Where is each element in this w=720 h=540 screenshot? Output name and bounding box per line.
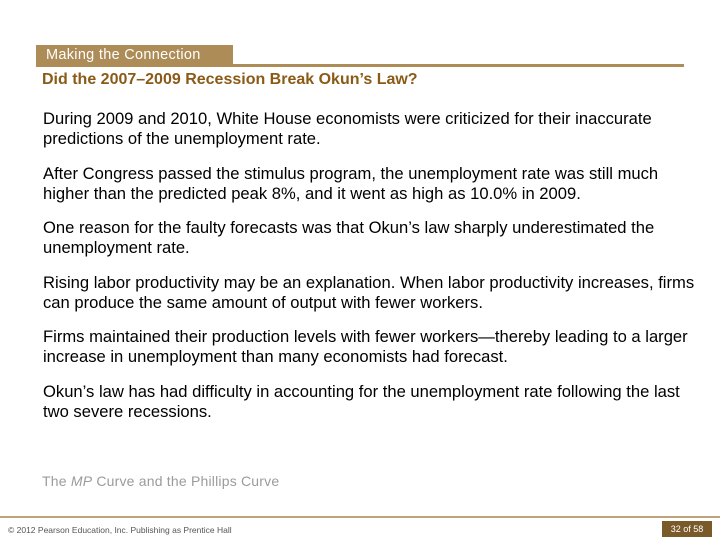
chapter-title-italic: MP — [70, 473, 93, 489]
page-number-badge: 32 of 58 — [662, 521, 712, 537]
chapter-title — [42, 472, 279, 490]
section-tag — [36, 45, 233, 65]
paragraph: After Congress passed the stimulus program, the unemployment rate was still much higher than the predicted peak 8%, and it went as high as 10.0% in 2009. — [43, 163, 659, 203]
slide-body — [43, 109, 703, 437]
paragraph: During 2009 and 2010, White House economists were criticized for their inaccurate predictions of the unemployment rate. — [43, 109, 652, 148]
footer-divider — [0, 516, 720, 518]
section-tag-label: Making the Connection — [46, 47, 201, 63]
chapter-title-prefix: The — [42, 473, 71, 489]
paragraph: Rising labor productivity may be an explanation. When labor productivity increases, firms can produce the same amount of output with fewer workers. — [43, 272, 695, 312]
paragraph: One reason for the faulty forecasts was that Okun’s law sharply underestimated the unemployment rate. — [43, 218, 655, 258]
copyright-notice: © 2012 Pearson Education, Inc. Publishing as Prentice Hall — [8, 525, 232, 535]
paragraph: Okun’s law has had difficulty in accounting for the unemployment rate following the last two severe recessions. — [43, 381, 680, 421]
paragraph: Firms maintained their production levels with fewer workers—thereby leading to a larger increase in unemployment than many economists had forecast. — [43, 327, 688, 367]
chapter-title-suffix: Curve and the Phillips Curve — [92, 473, 280, 489]
slide-title: Did the 2007–2009 Recession Break Okun’s Law? — [42, 71, 418, 88]
header-divider — [36, 64, 684, 67]
